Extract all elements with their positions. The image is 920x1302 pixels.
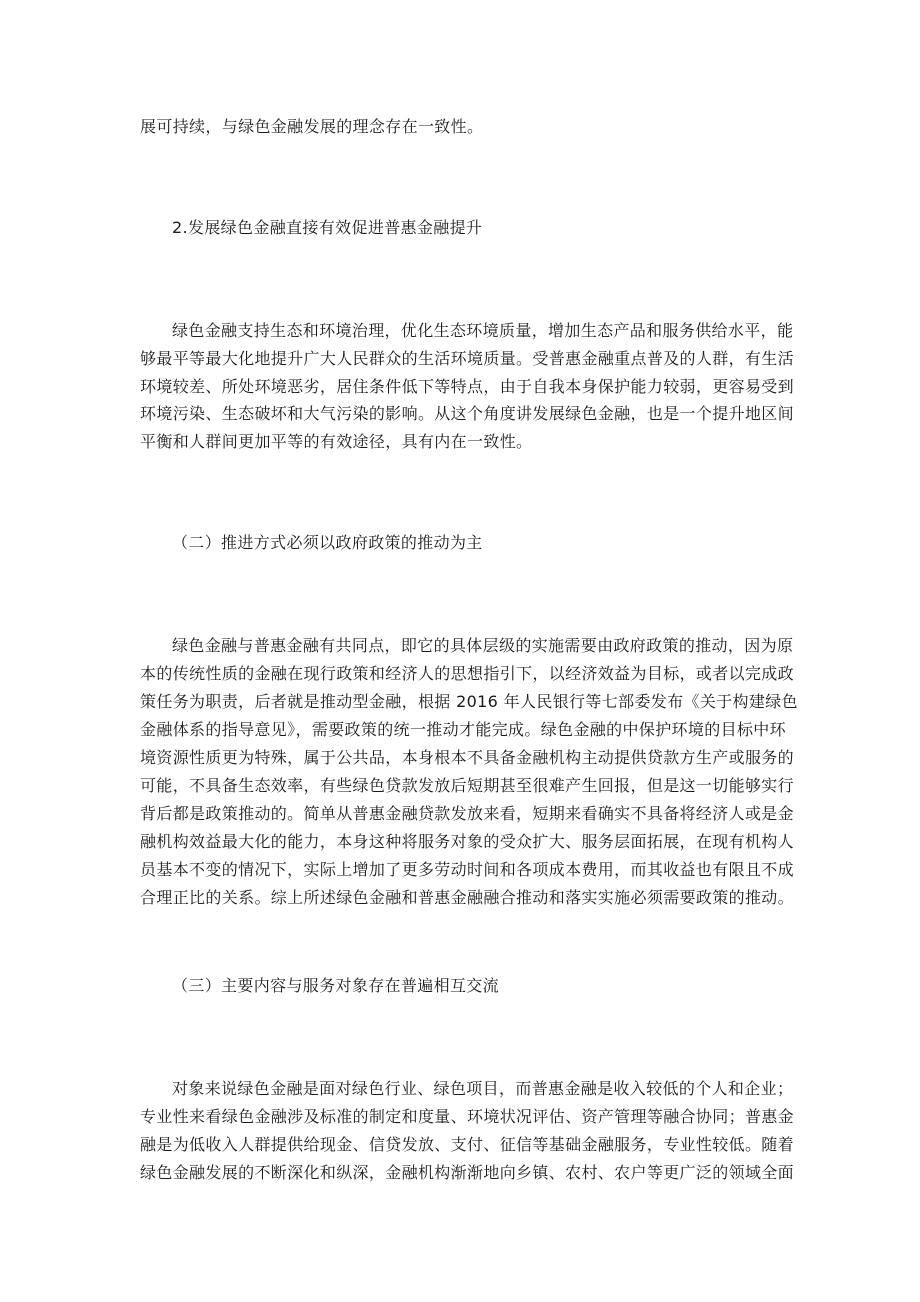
paragraph-1-line-4: 环境污染、生态破坏和大气污染的影响。从这个角度讲发展绿色金融，也是一个提升地区间 — [140, 404, 795, 423]
paragraph-2-line-1: 绿色金融与普惠金融有共同点，即它的具体层级的实施需要由政府政策的推动，因为原 — [172, 636, 794, 655]
paragraph-2-line-4: 金融体系的指导意见》，需要政策的统一推动才能完成。绿色金融的中保护环境的目标中环 — [140, 720, 787, 739]
paragraph-2-line-8: 融机构效益最大化的能力，本身这种将服务对象的受众扩大、服务层面拓展，在现有机构人 — [140, 832, 795, 851]
paragraph-2-line-6: 可能，不具备生态效率，有些绿色贷款发放后短期甚至很难产生回报，但是这一切能够实行 — [140, 776, 795, 795]
paragraph-2-line-2: 本的传统性质的金融在现行政策和经济人的思想指引下，以经济效益为目标，或者以完成政 — [140, 664, 795, 683]
paragraph-2-line-10: 合理正比的关系。综上所述绿色金融和普惠金融融合推动和落实实施必须需要政策的推动。 — [140, 888, 795, 907]
paragraph-1-line-3: 环境较差、所处环境恶劣，居住条件低下等特点，由于自我本身保护能力较弱，更容易受到 — [140, 377, 795, 396]
section-heading-2: 2.发展绿色金融直接有效促进普惠金融提升 — [172, 218, 483, 237]
paragraph-3-line-4: 绿色金融发展的不断深化和纵深，金融机构渐渐地向乡镇、农村、农户等更广泛的领域全面 — [140, 1163, 795, 1182]
paragraph-2-line-5: 境资源性质更为特殊，属于公共品，本身根本不具备金融机构主动提供贷款方生产或服务的 — [140, 748, 795, 767]
paragraph-2-line-7: 背后都是政策推动的。简单从普惠金融贷款发放来看，短期来看确实不具备将经济人或是金 — [140, 804, 795, 823]
section-heading-two: （二）推进方式必须以政府政策的推动为主 — [172, 533, 483, 552]
section-heading-three: （三）主要内容与服务对象存在普遍相互交流 — [172, 976, 500, 995]
paragraph-3-line-3: 融是为低收入人群提供给现金、信贷发放、支付、征信等基础金融服务，专业性较低。随着 — [140, 1135, 795, 1154]
paragraph-2-line-3: 策任务为职责，后者就是推动型金融，根据 2016 年人民银行等七部委发布《关于构建绿色 — [140, 692, 798, 711]
paragraph-3-line-1: 对象来说绿色金融是面对绿色行业、绿色项目，而普惠金融是收入较低的个人和企业； — [172, 1079, 794, 1098]
paragraph-1-line-2: 够最平等最大化地提升广大人民群众的生活环境质量。受普惠金融重点普及的人群，有生活 — [140, 349, 795, 368]
paragraph-1-line-1: 绿色金融支持生态和环境治理，优化生态环境质量，增加生态产品和服务供给水平，能 — [172, 321, 794, 340]
paragraph-0-line-1: 展可持续，与绿色金融发展的理念存在一致性。 — [140, 117, 484, 136]
paragraph-3-line-2: 专业性来看绿色金融涉及标准的制定和度量、环境状况评估、资产管理等融合协同；普惠金 — [140, 1107, 795, 1126]
paragraph-1-line-5: 平衡和人群间更加平等的有效途径，具有内在一致性。 — [140, 432, 533, 451]
paragraph-2-line-9: 员基本不变的情况下，实际上增加了更多劳动时间和各项成本费用，而其收益也有限且不成 — [140, 860, 795, 879]
